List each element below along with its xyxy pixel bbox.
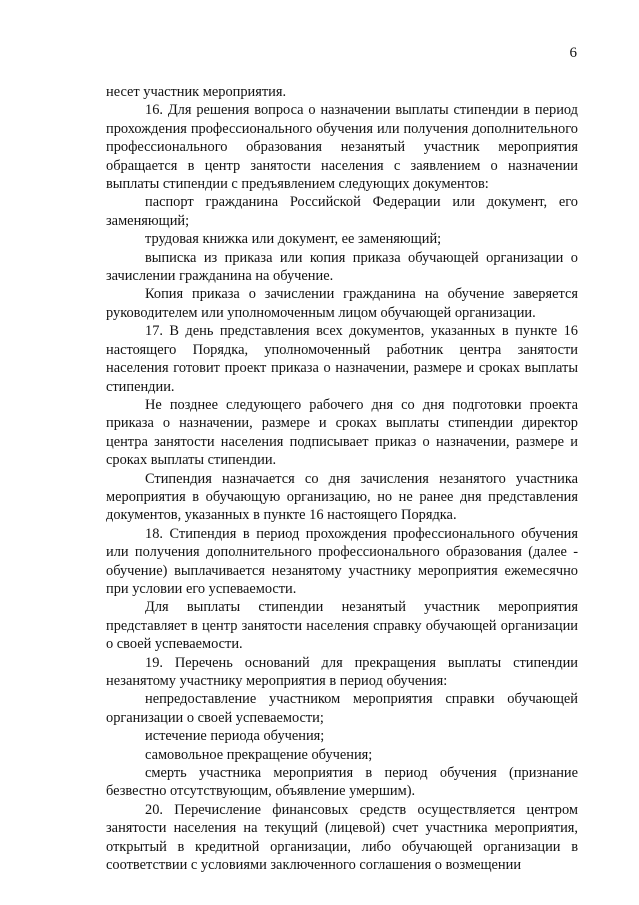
paragraph-p16: смерть участника мероприятия в период обучения (признание безвестно отсутствующим, объявление умершим). bbox=[106, 765, 578, 800]
page-number: 6 bbox=[569, 45, 577, 61]
paragraph-p10: 18. Стипендия в период прохождения профессионального обучения или получения дополнительного профессионального образования (далее - обучение) выплачивается незанятому участнику мероприятия ежемесячно при условии его успеваемости. bbox=[106, 525, 578, 597]
document-body bbox=[106, 83, 578, 874]
paragraph-p12: 19. Перечень оснований для прекращения выплаты стипендии незанятому участнику мероприятия в период обучения: bbox=[106, 654, 578, 689]
paragraph-p15: самовольное прекращение обучения; bbox=[145, 746, 373, 763]
paragraph-p07: 17. В день представления всех документов, указанных в пункте 16 настоящего Порядка, уполномоченный работник центра занятости населения готовит проект приказа о назначении, размере и сроках выплаты стипендии. bbox=[106, 323, 578, 395]
paragraph-p17: 20. Перечисление финансовых средств осуществляется центром занятости населения на текущий (лицевой) счет участника мероприятия, открытый в кредитной организации, либо обучающей организации в соответствии с условиями заключенного соглашения о возмещении bbox=[106, 801, 578, 874]
paragraph-p09: Стипендия назначается со дня зачисления незанятого участника мероприятия в обучающую организацию, но не ранее дня представления документов, указанных в пункте 16 настоящего Порядка. bbox=[106, 470, 578, 524]
paragraph-p03: паспорт гражданина Российской Федерации или документ, его заменяющий; bbox=[106, 194, 578, 229]
paragraph-p11: Для выплаты стипендии незанятый участник мероприятия представляет в центр занятости населения справку обучающей организации о своей успеваемости. bbox=[106, 599, 578, 653]
paragraph-p01: несет участник мероприятия. bbox=[106, 84, 287, 100]
paragraph-p13: непредоставление участником мероприятия справки обучающей организации о своей успеваемости; bbox=[106, 691, 578, 726]
paragraph-p08: Не позднее следующего рабочего дня со дня подготовки проекта приказа о назначении, размере и сроках выплаты стипендии директор центра занятости населения подписывает приказ о назначении, размере и сроках выплаты стипендии. bbox=[106, 396, 578, 469]
paragraph-p04: трудовая книжка или документ, ее заменяющий; bbox=[145, 231, 442, 248]
paragraph-p14: истечение периода обучения; bbox=[145, 728, 325, 745]
paragraph-p02: 16. Для решения вопроса о назначении выплаты стипендии в период прохождения профессионального обучения или получения дополнительного профессионального образования незанятый участник мероприятия обращается в центр занятости населения с заявлением о назначении выплаты стипендии с предъявлением следующих документов: bbox=[106, 102, 578, 193]
paragraph-p05: выписка из приказа или копия приказа обучающей организации о зачислении гражданина на обучение. bbox=[106, 249, 578, 285]
paragraph-p06: Копия приказа о зачислении гражданина на обучение заверяется руководителем или уполномоченным лицом обучающей организации. bbox=[106, 286, 578, 321]
